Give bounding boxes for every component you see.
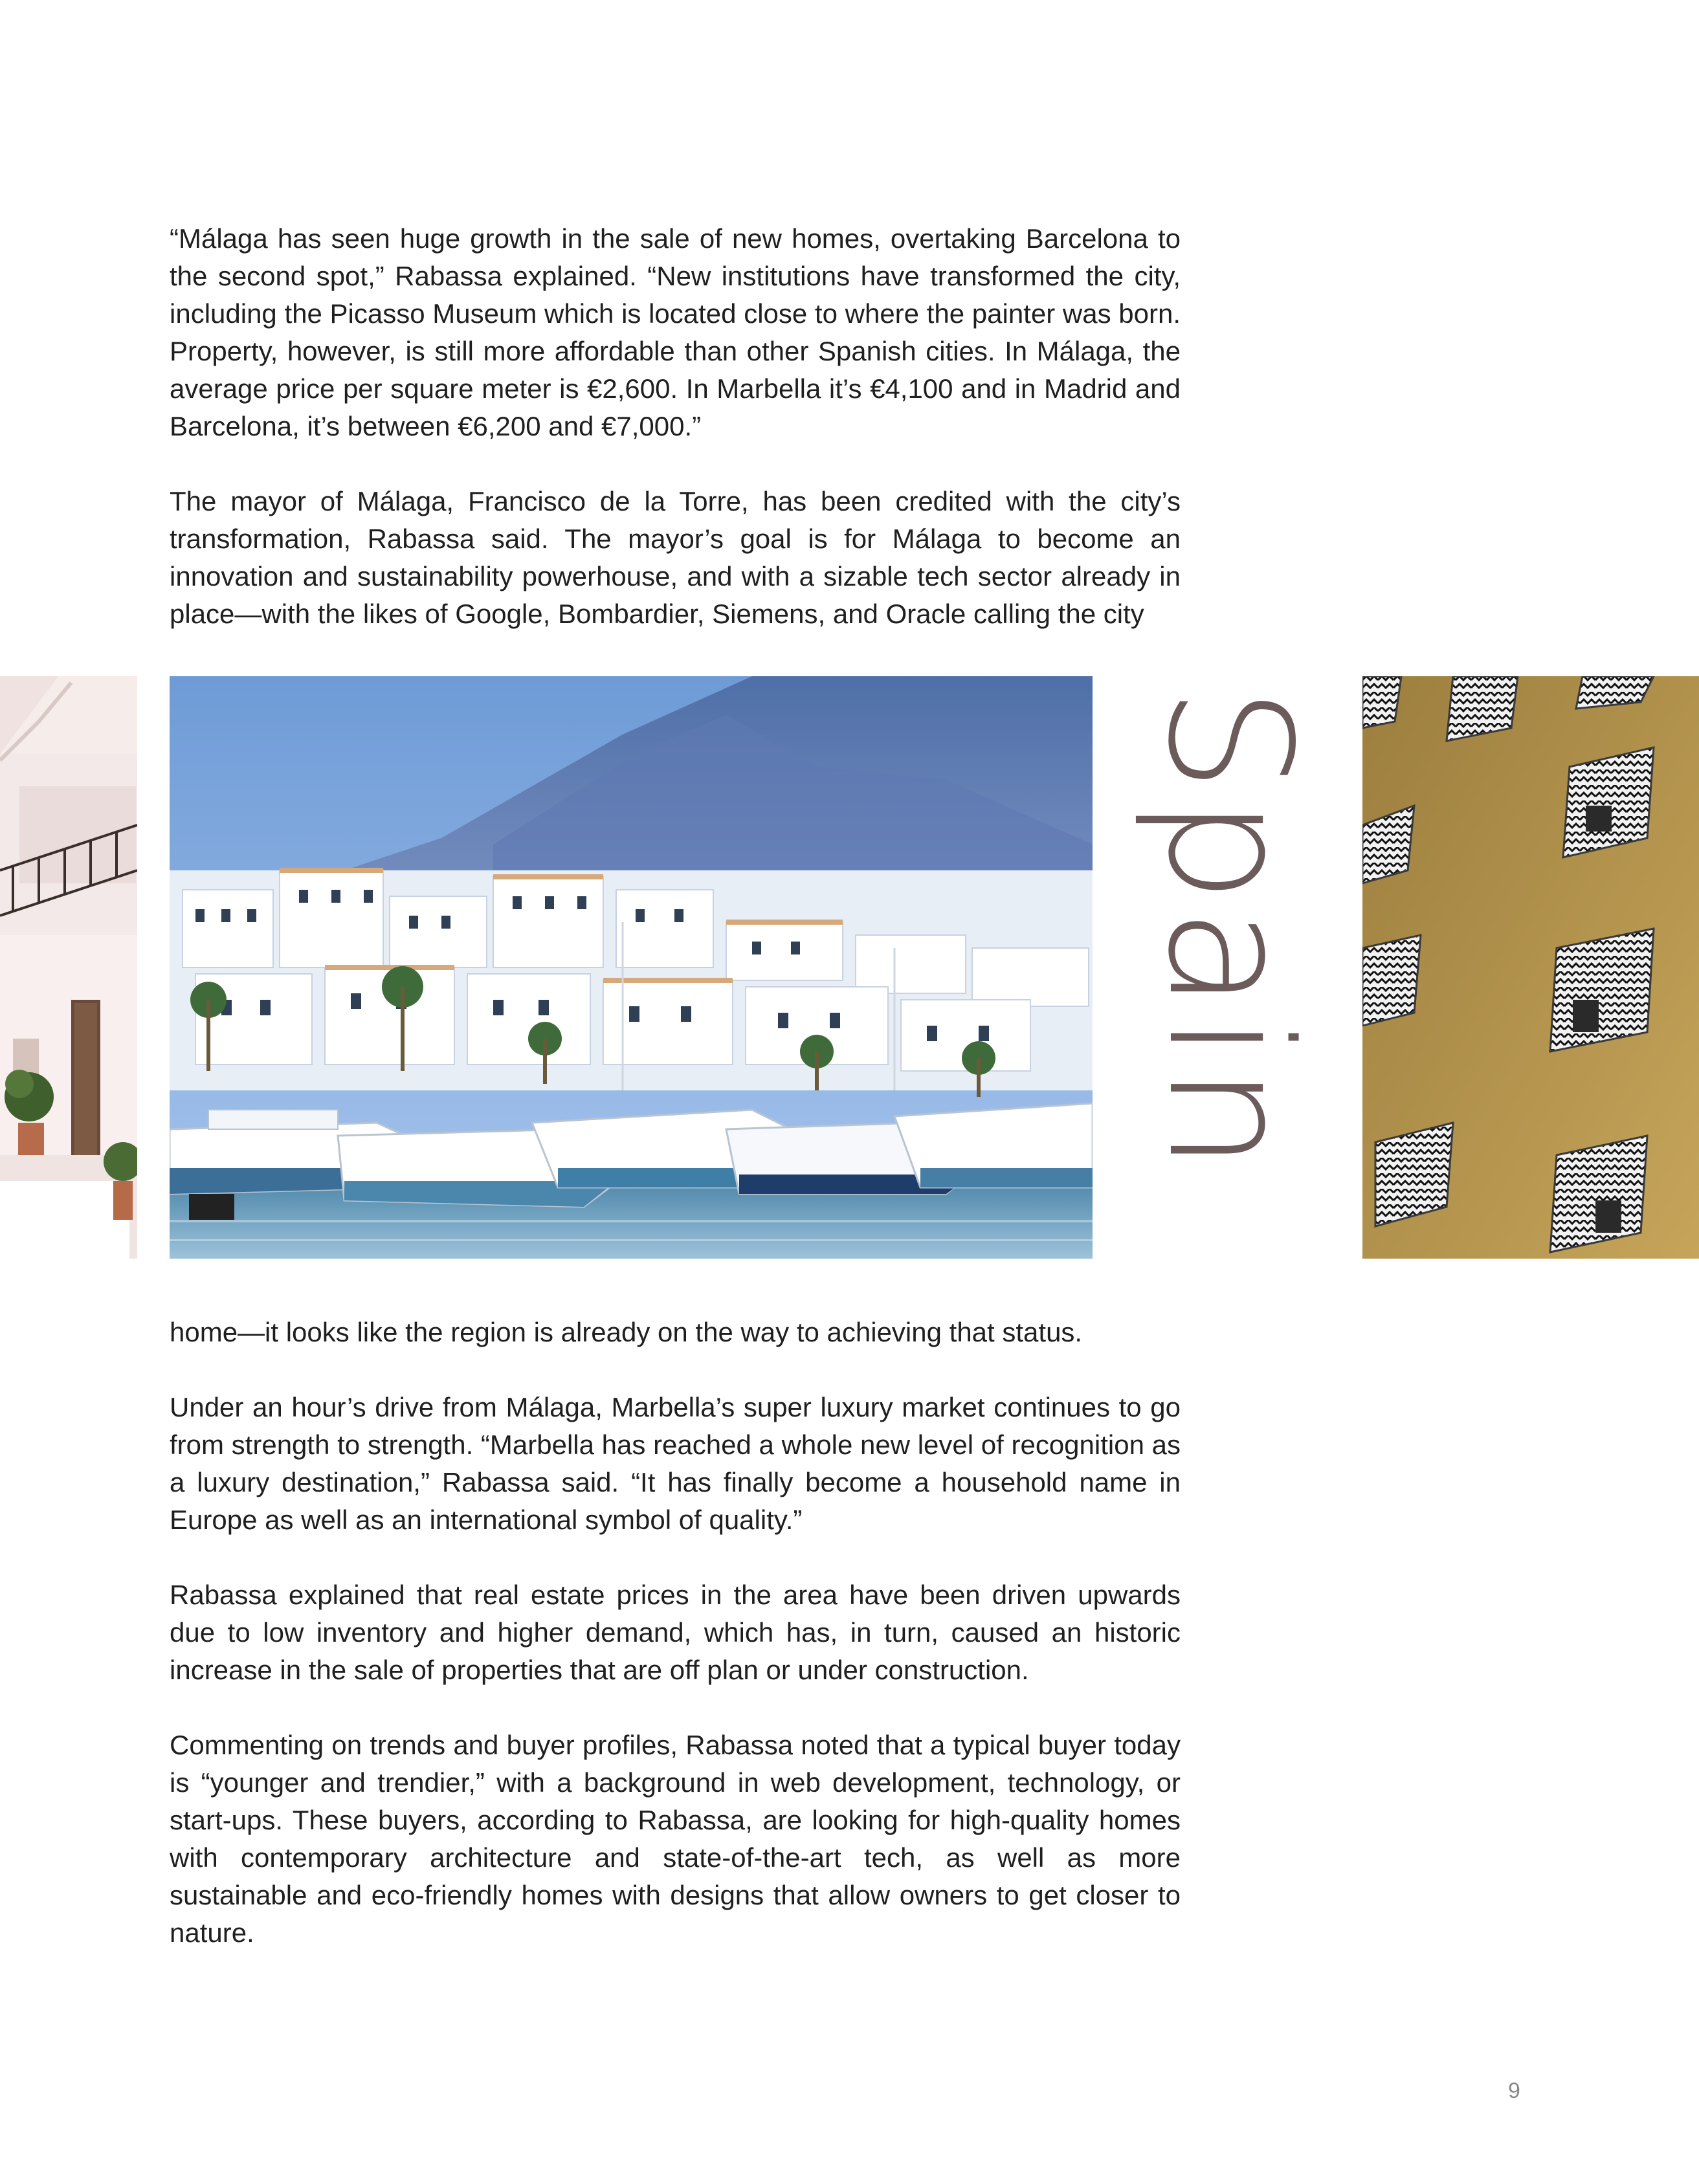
paragraph: Commenting on trends and buyer profiles, Rabassa noted that a typical buyer today is “younger and trendier,” with a background in web development, technology, or start-ups. These buyers, according to Rabassa, are looking for high-quality homes with contemporary architecture and state-of-the-art tech, as well as more sustainable and eco-friendly homes with designs that allow owners to get closer to nature.	[170, 1730, 1181, 1948]
paragraph: Rabassa explained that real estate prices in the area have been driven upwards due to low inventory and higher demand, which has, in turn, caused an historic increase in the sale of properties that are off plan or under construction.	[170, 1580, 1181, 1685]
photo-white-house	[0, 676, 137, 1259]
article-text-top	[170, 220, 1181, 633]
photo-marina	[170, 676, 1093, 1259]
spain-word: Spain	[1131, 686, 1326, 1176]
photo-patterned-facade	[1362, 676, 1699, 1259]
paragraph: Under an hour’s drive from Málaga, Marbella’s super luxury market continues to go from strength to strength. “Marbella has reached a whole new level of recognition as a luxury destination,” Rabassa said. “It has finally become a household name in Europe as well as an international symbol of quality.”	[170, 1392, 1181, 1535]
article-text-bottom	[170, 1314, 1181, 1952]
page-number: 9	[1508, 2079, 1520, 2103]
paragraph: The mayor of Málaga, Francisco de la Torre, has been credited with the city’s transformation, Rabassa said. The mayor’s goal is for Málaga to become an innovation and sustainability powerhouse, and with a sizable tech sector already in place—with the likes of Google, Bombardier, Siemens, and Oracle calling the city	[170, 486, 1181, 629]
paragraph: home—it looks like the region is already on the way to achieving that status.	[170, 1317, 1083, 1347]
paragraph: “Málaga has seen huge growth in the sale of new homes, overtaking Barcelona to the second spot,” Rabassa explained. “New institutions have transformed the city, including the Picasso Museum which is located close to where the painter was born. Property, however, is still more affordable than other Spanish cities. In Málaga, the average price per square meter is €2,600. In Marbella it’s €4,100 and in Madrid and Barcelona, it’s between €6,200 and €7,000.”	[170, 223, 1181, 441]
vertical-title	[1131, 686, 1326, 1281]
